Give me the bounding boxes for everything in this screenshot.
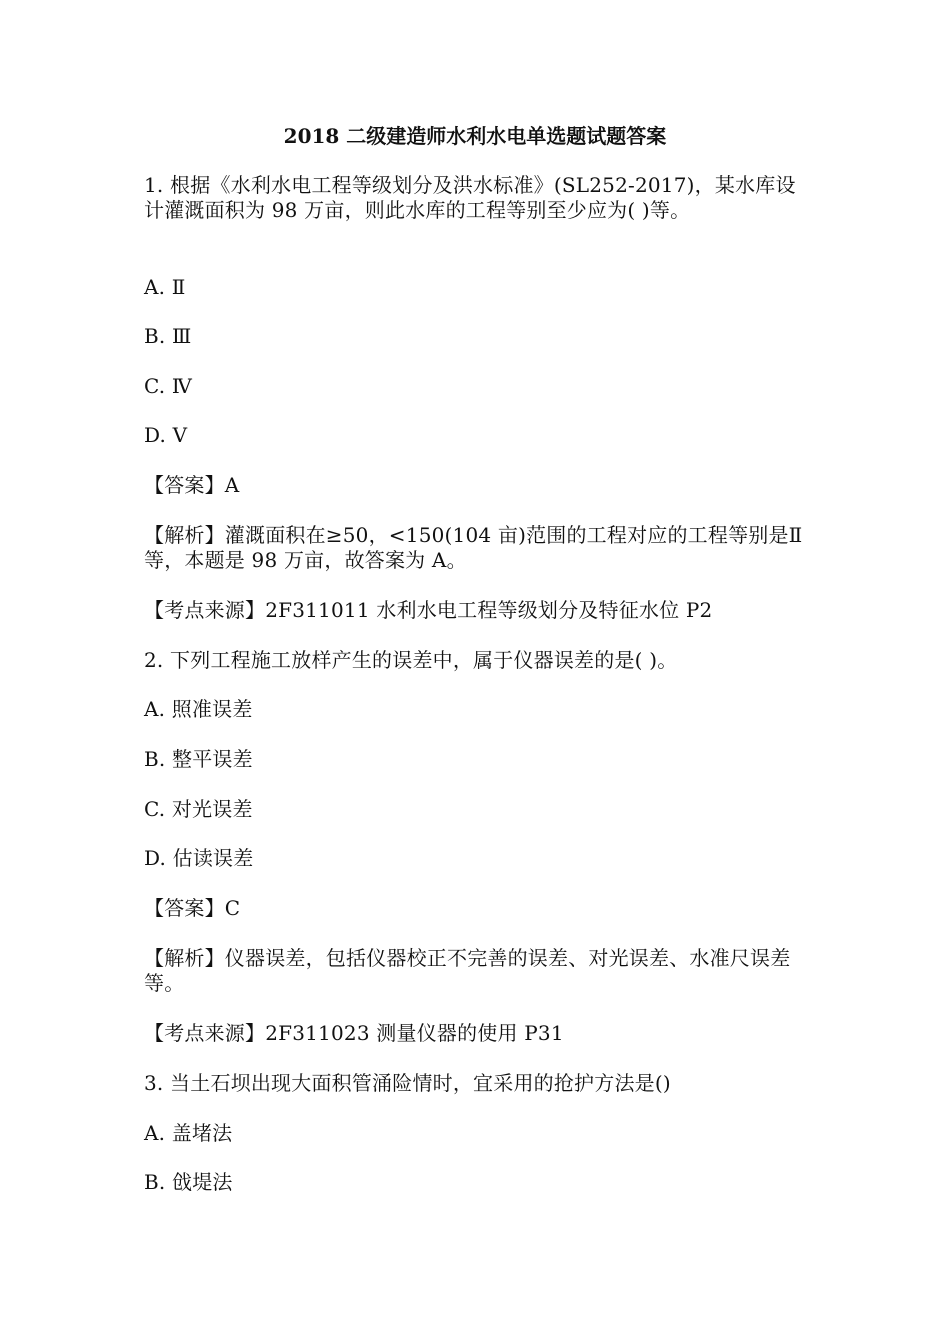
question-2-answer: 【答案】C — [144, 896, 241, 920]
question-1-option-d: D. Ⅴ — [144, 423, 188, 447]
question-1-analysis: 【解析】灌溉面积在≥50，<150(104 亩)范围的工程对应的工程等别是Ⅱ等，本题是 98 万亩，故答案为 A。 — [144, 523, 803, 572]
question-1-answer: 【答案】A — [144, 473, 240, 497]
question-2-option-a: A. 照准误差 — [144, 697, 253, 721]
question-3-option-a: A. 盖堵法 — [144, 1121, 233, 1145]
question-3-stem: 3. 当土石坝出现大面积管涌险情时，宜采用的抢护方法是() — [144, 1071, 671, 1095]
question-2-analysis: 【解析】仪器误差，包括仪器校正不完善的误差、对光误差、水准尺误差等。 — [144, 946, 791, 995]
question-1-option-c: C. Ⅳ — [144, 374, 193, 398]
question-2-option-b: B. 整平误差 — [144, 747, 253, 771]
question-1-option-a: A. Ⅱ — [144, 275, 186, 299]
question-2-option-d: D. 估读误差 — [144, 846, 254, 870]
question-1-stem: 1. 根据《水利水电工程等级划分及洪水标准》(SL252-2017)，某水库设计灌溉面积为 98 万亩，则此水库的工程等别至少应为( )等。 — [144, 173, 796, 222]
question-1-option-b: B. Ⅲ — [144, 324, 192, 348]
question-2-option-c: C. 对光误差 — [144, 797, 253, 821]
question-2-stem: 2. 下列工程施工放样产生的误差中，属于仪器误差的是( )。 — [144, 648, 678, 672]
question-3-option-b: B. 戗堤法 — [144, 1170, 233, 1194]
document-title: 2018 二级建造师水利水电单选题试题答案 — [283, 124, 667, 148]
question-1-source: 【考点来源】2F311011 水利水电工程等级划分及特征水位 P2 — [144, 598, 713, 622]
question-2-source: 【考点来源】2F311023 测量仪器的使用 P31 — [144, 1021, 564, 1045]
